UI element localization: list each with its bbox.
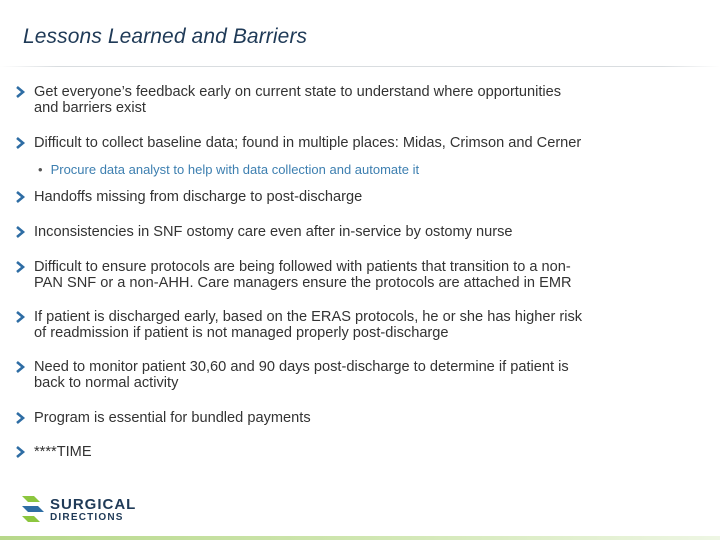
bullet-line: of readmission if patient is not managed properly post-discharge xyxy=(34,325,449,341)
bullet-line: Program is essential for bundled payments xyxy=(34,410,311,426)
bullet-dot-icon: • xyxy=(38,162,43,177)
page-title: Lessons Learned and Barriers xyxy=(23,25,308,48)
bullet-line: back to normal activity xyxy=(34,375,179,391)
bullet-line: Need to monitor patient 30,60 and 90 days post-discharge to determine if patient is xyxy=(34,359,569,375)
bullet-text xyxy=(34,444,684,460)
bullet-line: Inconsistencies in SNF ostomy care even after in-service by ostomy nurse xyxy=(34,224,513,240)
bullet-line: PAN SNF or a non-AHH. Care managers ensure the protocols are attached in EMR xyxy=(34,275,572,291)
chevron-right-icon xyxy=(14,85,26,99)
bullet-line: ****TIME xyxy=(34,444,92,460)
bullet-text xyxy=(34,224,684,240)
bullet-line: Get everyone’s feedback early on current state to understand where opportunities xyxy=(34,84,562,100)
chevron-right-icon xyxy=(14,225,26,239)
chevron-right-icon xyxy=(14,360,26,374)
bullet-line: and barriers exist xyxy=(34,100,146,116)
footer-bar xyxy=(0,536,720,540)
bullet-text xyxy=(34,189,684,205)
chevron-right-icon xyxy=(14,190,26,204)
chevron-right-icon xyxy=(14,260,26,274)
title-divider xyxy=(0,66,720,67)
logo-text: SURGICAL xyxy=(50,496,137,513)
logo-mark-icon xyxy=(18,492,46,528)
chevron-right-icon xyxy=(14,445,26,459)
bullet-text xyxy=(34,410,684,426)
chevron-right-icon xyxy=(14,310,26,324)
logo-text: DIRECTIONS xyxy=(50,512,124,523)
sub-bullet xyxy=(38,162,678,177)
bullet-line: Handoffs missing from discharge to post-discharge xyxy=(34,189,363,205)
surgical-directions-logo xyxy=(18,492,138,528)
sub-bullet-text: Procure data analyst to help with data collection and automate it xyxy=(50,162,420,177)
bullet-line: Difficult to ensure protocols are being followed with patients that transition to a non- xyxy=(34,259,571,275)
bullet-text xyxy=(34,259,684,291)
bullet-text xyxy=(34,309,684,341)
bullet-text xyxy=(34,84,684,116)
bullet-line: Difficult to collect baseline data; found in multiple places: Midas, Crimson and Cerner xyxy=(34,135,582,151)
chevron-right-icon xyxy=(14,136,26,150)
bullet-line: If patient is discharged early, based on the ERAS protocols, he or she has higher risk xyxy=(34,309,583,325)
bullet-text xyxy=(34,359,684,391)
bullet-text xyxy=(34,135,684,151)
chevron-right-icon xyxy=(14,411,26,425)
